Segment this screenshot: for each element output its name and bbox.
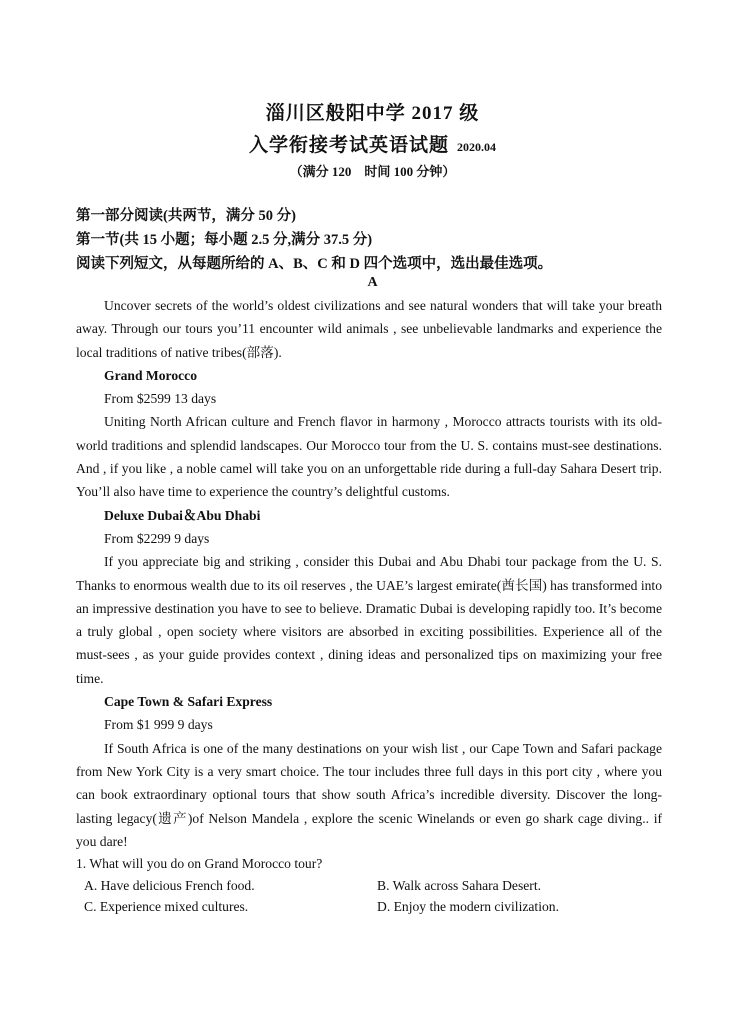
exam-date: 2020.04 (457, 140, 496, 154)
tour-name: Cape Town & Safari Express (104, 694, 273, 710)
question-text: 1. What will you do on Grand Morocco tour? (76, 856, 323, 872)
exam-title-line (0, 130, 745, 157)
option-c: C. Experience mixed cultures. (84, 899, 249, 915)
option-a: A. Have delicious French food. (84, 877, 255, 893)
option-b: B. Walk across Sahara Desert. (377, 877, 541, 893)
instruction: 阅读下列短文，从每题所给的 A、B、C 和 D 四个选项中，选出最佳选项。 (76, 256, 553, 272)
passage-intro: Uncover secrets of the world’s oldest civilizations and see natural wonders that will take your breath away. Through our tours you’11 encounter wild animals , see unbelievable landmarks and experience the local traditions of native tribes(部落). (76, 298, 662, 360)
part-heading: 第一部分阅读(共两节，满分 50 分) (76, 208, 296, 224)
school-title: 淄川区般阳中学 2017 级 (265, 103, 480, 124)
score-time-note: （满分 120 时间 100 分钟） (289, 164, 456, 179)
tour-price: From $2599 13 days (104, 391, 217, 407)
passage-letter: A (367, 275, 378, 290)
exam-title: 入学衔接考试英语试题 (248, 135, 449, 156)
tour-name: Deluxe Dubai＆Abu Dhabi (104, 507, 261, 523)
tour-description: Uniting North African culture and French flavor in harmony , Morocco attracts tourists with its old-world traditions and splendid landscapes. Our Morocco tour from the U. S. contains must-see destinations. And , if you like , a noble camel will take you on an unforgettable ride during a full-day Sahara Desert trip. You’ll also have time to experience the country’s delightful customs. (76, 414, 662, 500)
options-row (76, 896, 662, 918)
tour-description: If you appreciate big and striking , consider this Dubai and Abu Dhabi tour package from the U. S. Thanks to enormous wealth due to its oil reserves , the UAE’s largest emirate(酋长国) has transformed into an impressive destination you have to see to believe. Dramatic Dubai is developing rapidly too. It’s become a truly global , open society where visitors are absorbed in exciting possibilities. Experience all of the must-sees , as your guide provides context , dining ideas and personalized tips on maximizing your free time. (76, 554, 662, 686)
passage-body (76, 294, 662, 918)
tour-price: From $1 999 9 days (104, 717, 213, 733)
subpart-heading: 第一节(共 15 小题；每小题 2.5 分,满分 37.5 分) (76, 232, 373, 248)
tour-price: From $2299 9 days (104, 530, 210, 546)
options-row (76, 875, 662, 897)
tour-description: If South Africa is one of the many destinations on your wish list , our Cape Town and Safari package from New York City is a very smart choice. The tour includes three full days in this port city , where you can book extraordinary optional tours that show south Africa’s incredible diversity. Discover the long-lasting legacy(遗产)of Nelson Mandela , explore the scenic Winelands or even go shark cage diving.. if you dare! (76, 740, 662, 849)
option-d: D. Enjoy the modern civilization. (377, 899, 559, 915)
tour-name: Grand Morocco (104, 367, 197, 383)
